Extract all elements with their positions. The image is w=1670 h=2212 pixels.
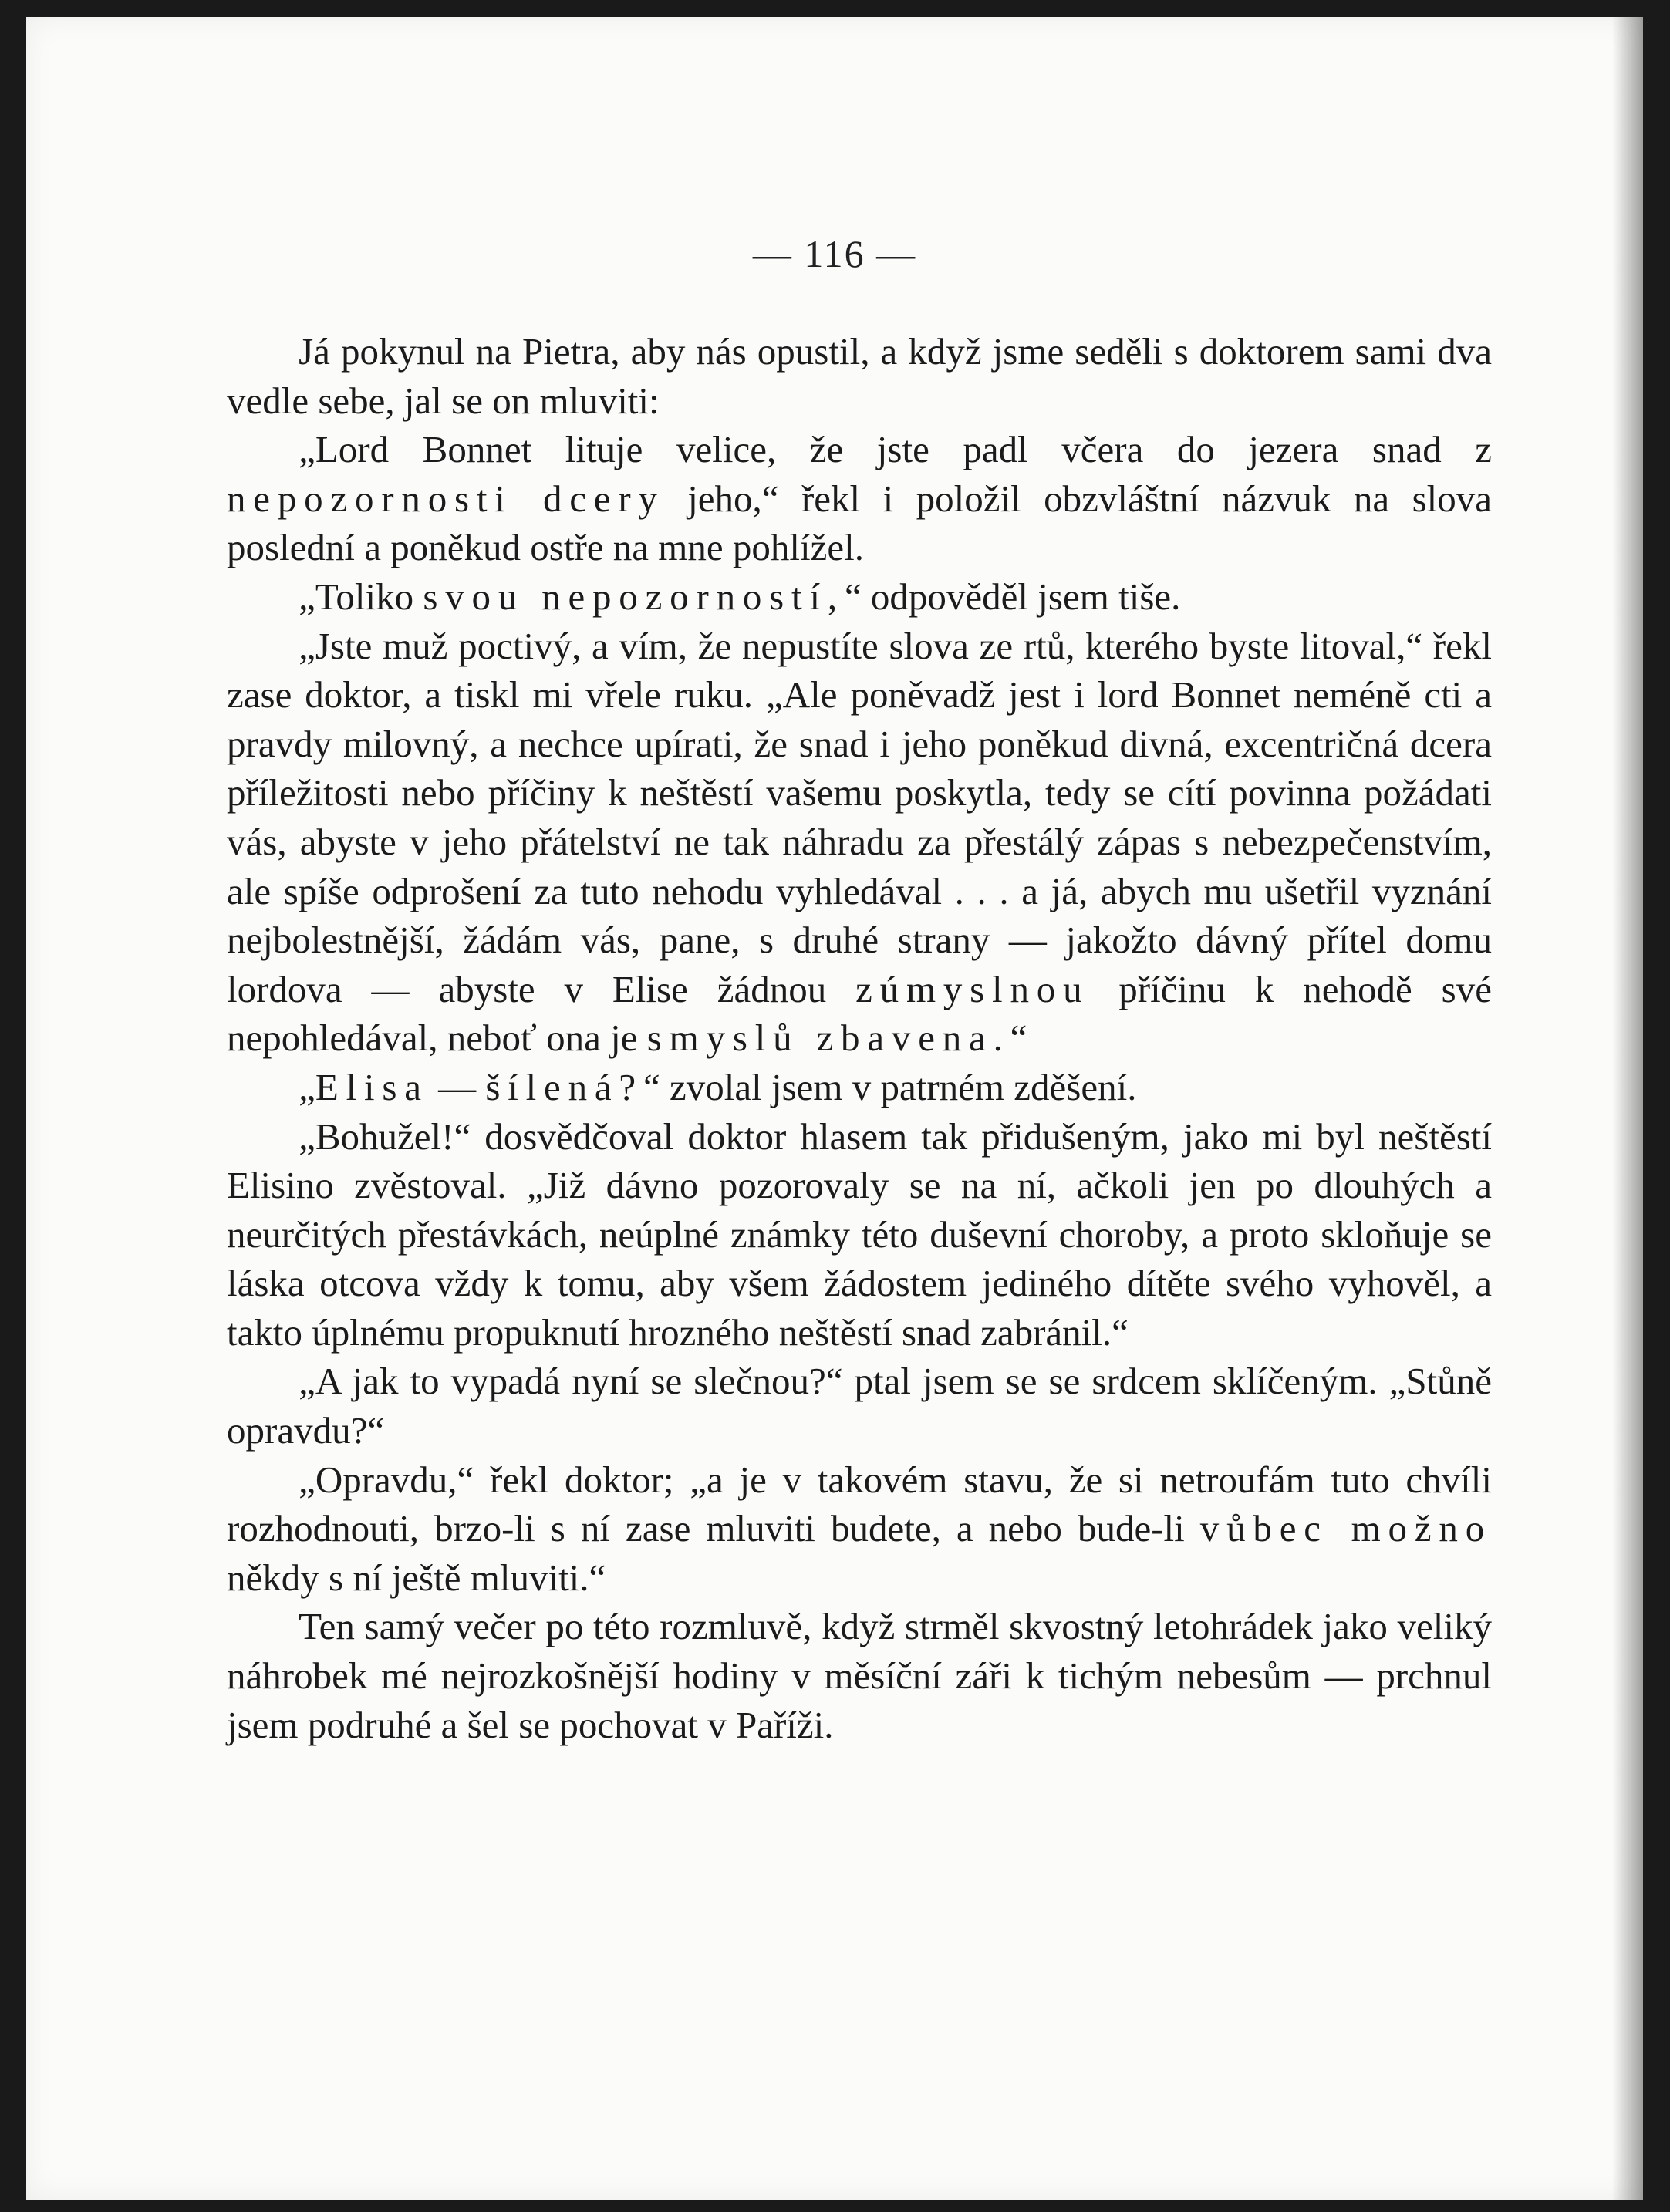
emphasized-text: smyslů zbavena. [646, 1017, 1010, 1060]
text-run: „Jste muž poctivý, a vím, že nepustíte slova ze rtů, kterého byste litoval,“ řekl zase doktor, a tiskl mi vřele ruku. „Ale poněvadž jest i lord Bonnet neméně cti a pravdy milovný, a nechce upírati, že snad i jeho poněkud divná, excentričná dcera příležitosti nebo příčiny k neštěstí vašemu poskytla, tedy se cítí povinna požádati vás, abyste v jeho přátelství ne tak náhradu za přestálý zápas s nebezpečenstvím, ale spíše odprošení za tuto nehodu vyhledával . . . a já, abych mu ušetřil vyznání nejbolestnější, žádám vás, pane, s druhé strany — jakožto dávný přítel domu lordova — abyste v Elise žádnou [227, 624, 1492, 1010]
emphasized-text: zúmyslnou [855, 967, 1090, 1010]
text-run: “ odpověděl jsem tiše. [844, 575, 1181, 618]
emphasized-text: svou nepozorností, [423, 575, 845, 618]
text-run: „Opravdu,“ řekl doktor; „a je v takovém stavu, že si netroufám tuto chvíli rozhodnouti, brzo-li s ní zase mluviti budete, a nebo bude-li [227, 1458, 1492, 1550]
text-run: příčinu k nehodě své nepohledával, neboť ona je [227, 967, 1493, 1060]
text-run: někdy s ní ještě mluviti.“ [227, 1556, 606, 1599]
emphasized-text: Elisa [315, 1065, 429, 1108]
page-edge-shadow [1612, 17, 1643, 2200]
page-number: — 116 — [752, 232, 917, 275]
text-run: „Toliko [299, 575, 423, 618]
book-page [26, 17, 1643, 2200]
emphasized-text: šílená? [485, 1065, 643, 1108]
paragraph [227, 572, 1492, 622]
text-run: „Lord Bonnet lituje velice, že jste padl včera do jezera snad z [299, 428, 1492, 471]
paragraph: „A jak to vypadá nyní se slečnou?“ ptal jsem se se srdcem sklíčeným. „Stůně opravdu?“ [227, 1360, 1492, 1452]
text-run: „ [299, 1065, 315, 1108]
emphasized-text: nepozornosti dcery [227, 477, 665, 520]
paragraph: Já pokynul na Pietra, aby nás opustil, a když jsme seděli s doktorem sami dva vedle sebe, jal se on mluviti: [227, 330, 1492, 422]
paragraph [227, 622, 1492, 1063]
paragraph: „Bohužel!“ dosvědčoval doktor hlasem tak přidušeným, jako mi byl neštěstí Elisino zvěstoval. „Již dávno pozorovaly se na ní, ačkoli jen po dlouhých a neurčitých přestávkách, neúplné známky této duševní choroby, a proto skloňuje se láska otcova vždy k tomu, aby všem žádostem jediného dítěte svého vyhověl, a takto úplnému propuknutí hrozného neštěstí snad zabránil.“ [227, 1114, 1492, 1354]
paragraph [227, 425, 1492, 572]
paragraph: Ten samý večer po této rozmluvě, když strměl skvostný letohrádek jako veliký náhrobek mé nejrozkošnější hodiny v měsíční záři k tichým nebesům — prchnul jsem podruhé a šel se pochovat v Paříži. [227, 1605, 1492, 1746]
text-run: jeho,“ řekl i položil obzvláštní názvuk na slova poslední a poněkud ostře na mne pohlížel. [227, 477, 1493, 569]
body-text [227, 327, 1492, 1749]
emphasized-text: vůbec možno [1199, 1507, 1492, 1550]
text-run: “ [1010, 1017, 1027, 1060]
paragraph [227, 1455, 1492, 1603]
text-run: “ zvolal jsem v patrném zděšení. [643, 1065, 1137, 1108]
paragraph [227, 1063, 1492, 1112]
text-run: — [428, 1065, 486, 1108]
